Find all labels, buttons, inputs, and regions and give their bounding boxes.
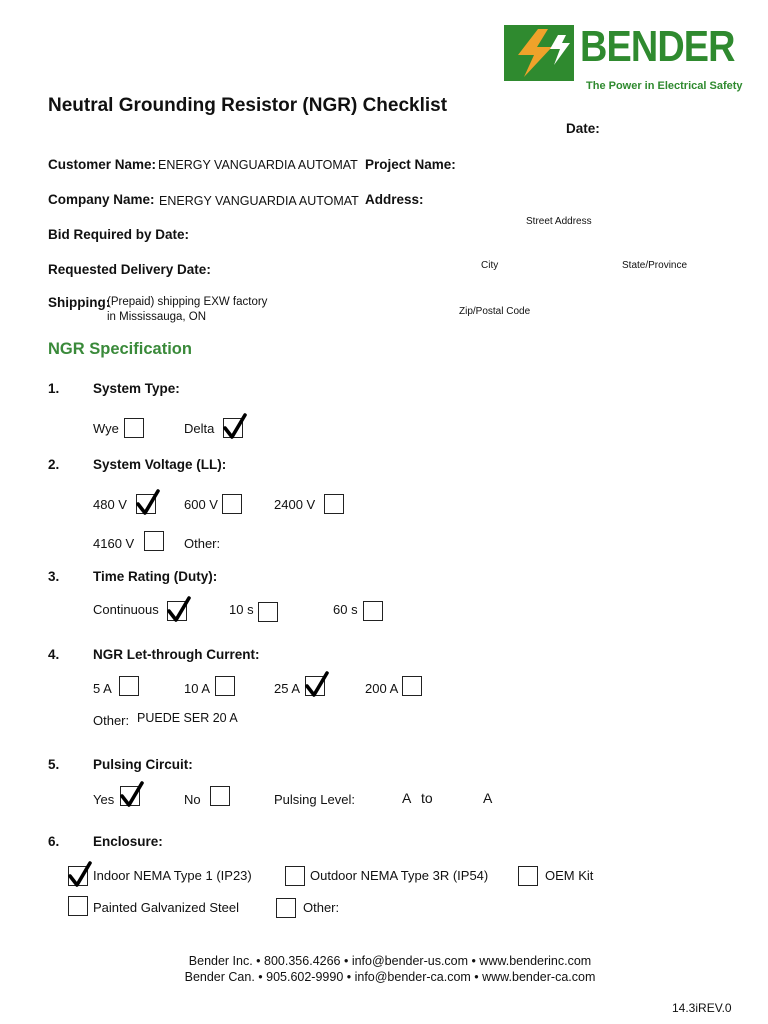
2400v-checkbox[interactable] xyxy=(324,494,344,514)
address-label: Address: xyxy=(365,192,424,207)
delivery-date-label: Requested Delivery Date: xyxy=(48,262,211,277)
page-title: Neutral Grounding Resistor (NGR) Checklist xyxy=(48,95,448,116)
painted-galvanized-checkbox[interactable] xyxy=(68,896,88,916)
outdoor-nema3r-label: Outdoor NEMA Type 3R (IP54) xyxy=(310,868,489,883)
60s-checkbox[interactable] xyxy=(363,601,383,621)
q3-label: Time Rating (Duty): xyxy=(93,569,218,584)
footer-line-us: Bender Inc. • 800.356.4266 • info@bender-us.com • www.benderinc.com xyxy=(188,954,592,968)
brand-tagline: The Power in Electrical Safety xyxy=(586,80,743,92)
voltage-other-label: Other: xyxy=(184,536,221,551)
600v-checkbox[interactable] xyxy=(222,494,242,514)
5a-checkbox[interactable] xyxy=(119,676,139,696)
current-other-label: Other: xyxy=(93,713,130,728)
q5-number: 5. xyxy=(48,757,60,772)
delta-label: Delta xyxy=(184,421,215,436)
60s-label: 60 s xyxy=(333,602,358,617)
oem-kit-checkbox[interactable] xyxy=(518,866,538,886)
state-caption: State/Province xyxy=(622,260,688,271)
street-address-caption: Street Address xyxy=(526,216,592,227)
brand-name: BENDER xyxy=(580,22,735,71)
10a-checkbox[interactable] xyxy=(215,676,235,696)
no-checkbox[interactable] xyxy=(210,786,230,806)
delta-checkbox[interactable] xyxy=(223,418,243,438)
checkmark-icon xyxy=(67,861,93,889)
q1-number: 1. xyxy=(48,381,60,396)
bender-logo xyxy=(504,22,744,98)
q1-label: System Type: xyxy=(93,381,180,396)
revision-label: 14.3iREV.0 xyxy=(672,1001,732,1015)
25a-checkbox[interactable] xyxy=(305,676,325,696)
checkmark-icon xyxy=(222,413,248,441)
indoor-nema1-checkbox[interactable] xyxy=(68,866,88,886)
continuous-checkbox[interactable] xyxy=(167,601,187,621)
yes-label: Yes xyxy=(93,792,115,807)
10s-label: 10 s xyxy=(229,602,254,617)
shipping-line-1: (Prepaid) shipping EXW factory xyxy=(107,296,268,308)
yes-checkbox[interactable] xyxy=(120,786,140,806)
bid-date-label: Bid Required by Date: xyxy=(48,227,190,242)
painted-galvanized-label: Painted Galvanized Steel xyxy=(93,900,239,915)
no-label: No xyxy=(184,792,201,807)
city-caption: City xyxy=(481,260,499,271)
25a-label: 25 A xyxy=(274,681,301,696)
2400v-label: 2400 V xyxy=(274,497,316,512)
project-name-label: Project Name: xyxy=(365,157,456,172)
q6-number: 6. xyxy=(48,834,60,849)
company-name-field[interactable]: ENERGY VANGUARDIA AUTOMAT xyxy=(159,194,359,208)
200a-label: 200 A xyxy=(365,681,399,696)
pulsing-level-a2: A xyxy=(483,790,493,806)
pulsing-level-label: Pulsing Level: xyxy=(274,792,355,807)
footer-line-canada: Bender Can. • 905.602-9990 • info@bender-ca.com • www.bender-ca.com xyxy=(184,970,596,984)
q5-label: Pulsing Circuit: xyxy=(93,757,193,772)
oem-kit-label: OEM Kit xyxy=(545,868,594,883)
shipping-line-2: in Mississauga, ON xyxy=(107,311,207,323)
indoor-nema1-label: Indoor NEMA Type 1 (IP23) xyxy=(93,868,252,883)
checkmark-icon xyxy=(119,781,145,809)
q4-label: NGR Let-through Current: xyxy=(93,647,260,662)
pulsing-level-to: to xyxy=(421,790,433,806)
480v-label: 480 V xyxy=(93,497,127,512)
customer-name-field[interactable]: ENERGY VANGUARDIA AUTOMAT xyxy=(158,158,358,172)
checkmark-icon xyxy=(304,671,330,699)
q2-label: System Voltage (LL): xyxy=(93,457,227,472)
wye-checkbox[interactable] xyxy=(124,418,144,438)
pulsing-level-a1: A xyxy=(402,790,412,806)
date-label: Date: xyxy=(566,121,600,136)
outdoor-nema3r-checkbox[interactable] xyxy=(285,866,305,886)
shipping-label: Shipping: xyxy=(48,295,111,310)
continuous-label: Continuous xyxy=(93,602,159,617)
wye-label: Wye xyxy=(93,421,119,436)
200a-checkbox[interactable] xyxy=(402,676,422,696)
600v-label: 600 V xyxy=(184,497,218,512)
ngr-specification-heading: NGR Specification xyxy=(48,340,192,358)
4160v-checkbox[interactable] xyxy=(144,531,164,551)
q2-number: 2. xyxy=(48,457,60,472)
enclosure-other-checkbox[interactable] xyxy=(276,898,296,918)
10s-checkbox[interactable] xyxy=(258,602,278,622)
zip-caption: Zip/Postal Code xyxy=(459,306,531,317)
q3-number: 3. xyxy=(48,569,60,584)
5a-label: 5 A xyxy=(93,681,112,696)
bender-logo-icon xyxy=(504,25,574,81)
current-other-field[interactable]: PUEDE SER 20 A xyxy=(137,711,238,725)
4160v-label: 4160 V xyxy=(93,536,135,551)
checkmark-icon xyxy=(135,489,161,517)
10a-label: 10 A xyxy=(184,681,211,696)
enclosure-other-label: Other: xyxy=(303,900,340,915)
480v-checkbox[interactable] xyxy=(136,494,156,514)
company-name-label: Company Name: xyxy=(48,192,155,207)
q6-label: Enclosure: xyxy=(93,834,163,849)
q4-number: 4. xyxy=(48,647,60,662)
checkmark-icon xyxy=(166,596,192,624)
customer-name-label: Customer Name: xyxy=(48,157,157,172)
